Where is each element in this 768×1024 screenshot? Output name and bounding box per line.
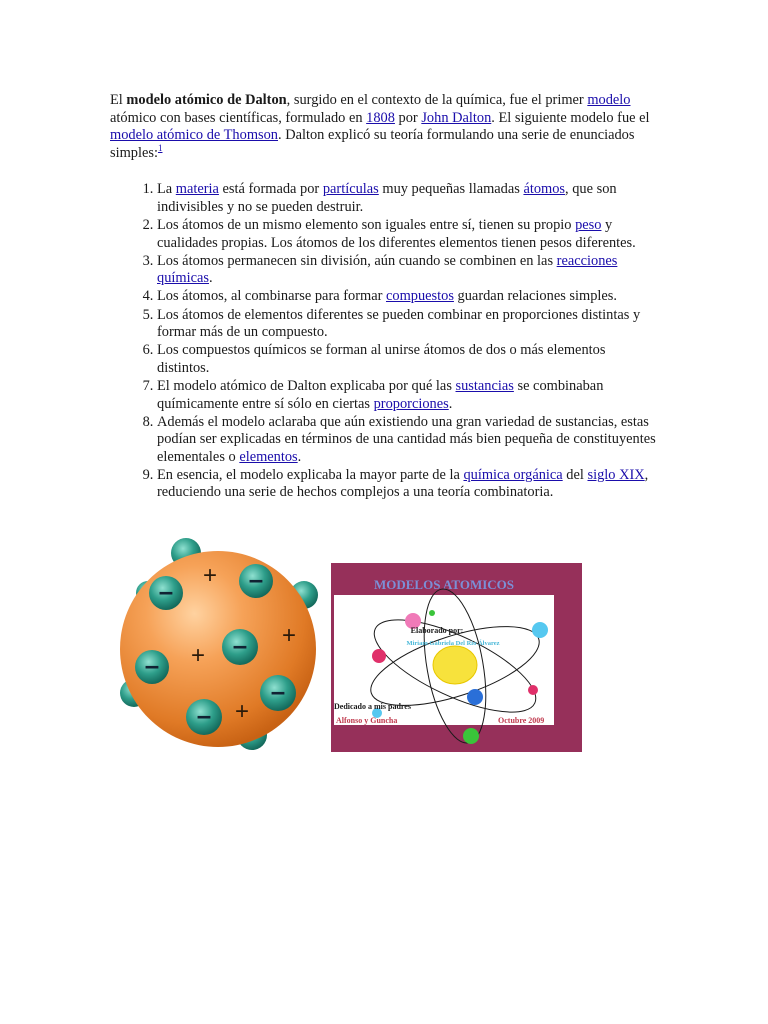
list-item: [157, 217, 660, 252]
list-text: guardan relaciones simples.: [453, 288, 617, 305]
list-item: [157, 378, 660, 413]
electron: [260, 675, 296, 711]
parents-names: Alfonso y Guncha: [336, 716, 398, 725]
list-text: , reduciendo una serie de hechos complejos a una teoría combinatoria.: [157, 466, 649, 501]
list-item: [157, 181, 660, 216]
link-1808[interactable]: 1808: [366, 109, 395, 126]
plus-sign: +: [281, 622, 297, 649]
nucleus: [433, 646, 477, 684]
link-atomos[interactable]: átomos: [523, 181, 566, 198]
list-item: [157, 288, 660, 306]
electron: [186, 699, 222, 735]
electron: [239, 564, 273, 598]
list-text: Además el modelo aclaraba que aún existiendo una gran variedad de sustancias, estas podían ser explicadas en términos de una cantidad más bien pequeña de constituyentes elementales o: [157, 413, 656, 465]
thomson-atom-image: [114, 535, 326, 753]
plus-sign: +: [190, 642, 206, 669]
electron: [135, 650, 169, 684]
link-reacciones-quimicas[interactable]: reacciones químicas: [157, 252, 618, 287]
link-peso[interactable]: peso: [575, 217, 602, 234]
intro-text: . El siguiente modelo fue el: [491, 109, 650, 126]
particle: [429, 610, 435, 616]
minus-sign: –: [196, 700, 212, 730]
panel-title: MODELOS ATOMICOS: [373, 577, 515, 592]
link-modelo[interactable]: modelo: [587, 92, 631, 108]
link-proporciones[interactable]: proporciones: [373, 395, 449, 412]
list-text: Los átomos permanecen sin división, aún cuando se combinen en las: [157, 252, 557, 269]
list-text: Los átomos de un mismo elemento son iguales entre sí, tienen su propio: [157, 217, 576, 234]
dalton-postulates-list: [110, 181, 660, 502]
link-particulas[interactable]: partículas: [322, 181, 379, 198]
minus-sign: –: [270, 676, 286, 706]
list-text: y cualidades propias. Los átomos de los diferentes elementos tienen pesos diferentes.: [157, 217, 636, 251]
list-text: .: [297, 448, 302, 465]
particle: [372, 649, 386, 663]
particle: [467, 689, 483, 705]
list-item: [157, 414, 660, 467]
intro-text: El: [110, 92, 127, 108]
modelos-atomicos-image: [331, 563, 582, 752]
made-by-label: Elaborado por:: [410, 626, 464, 635]
list-text: .: [208, 270, 213, 287]
minus-sign: –: [144, 650, 160, 680]
footnote-link[interactable]: 1: [157, 142, 163, 153]
link-john-dalton[interactable]: John Dalton: [421, 109, 492, 126]
list-text: , que son indivisibles y no se pueden destruir.: [157, 181, 617, 215]
list-item: [157, 342, 660, 377]
intro-paragraph: [110, 92, 660, 162]
electron: [222, 629, 258, 665]
author-name: Miriam Gabriela Del Rio Álvarez: [406, 640, 500, 647]
link-quimica-organica[interactable]: química orgánica: [463, 466, 563, 483]
dedication-label: Dedicado a mis padres: [334, 702, 411, 711]
intro-text: . Dalton explicó su teoría formulando una serie de enunciados simples:: [110, 127, 635, 161]
list-text: muy pequeñas llamadas: [378, 181, 524, 198]
particle: [463, 728, 479, 744]
link-elementos[interactable]: elementos: [239, 448, 298, 465]
list-text: se combinaban químicamente entre sí sólo en ciertas: [157, 377, 604, 412]
minus-sign: –: [158, 576, 174, 606]
link-sustancias[interactable]: sustancias: [455, 377, 514, 394]
list-text: En esencia, el modelo explicaba la mayor parte de la: [157, 466, 464, 483]
list-text: está formada por: [218, 181, 323, 198]
intro-text: , surgido en el contexto de la química, fue el primer: [286, 92, 588, 108]
particle: [528, 685, 538, 695]
list-text: Los átomos de elementos diferentes se pueden combinar en proporciones distintas y formar más de un compuesto.: [157, 306, 641, 341]
plus-sign: +: [234, 698, 250, 725]
minus-sign: –: [232, 630, 248, 660]
intro-text: atómico con bases científicas, formulado en: [110, 109, 367, 126]
intro-text: por: [394, 109, 422, 126]
list-text: Los compuestos químicos se forman al unirse átomos de dos o más elementos distintos.: [157, 342, 606, 376]
intro-bold-title: modelo atómico de Dalton: [126, 92, 287, 108]
list-text: del: [562, 466, 588, 483]
list-text: .: [448, 395, 453, 412]
list-text: Los átomos, al combinarse para formar: [157, 288, 386, 305]
list-item: [157, 253, 660, 288]
link-siglo-xix[interactable]: siglo XIX: [587, 466, 645, 483]
list-item: [157, 467, 660, 502]
list-item: [157, 307, 660, 342]
minus-sign: –: [248, 564, 264, 594]
link-compuestos[interactable]: compuestos: [385, 288, 454, 305]
article-body: [110, 92, 660, 503]
particle: [532, 622, 548, 638]
date-label: Octubre 2009: [498, 716, 545, 725]
electron: [149, 576, 183, 610]
list-text: El modelo atómico de Dalton explicaba por qué las: [157, 377, 456, 394]
link-modelo-thomson[interactable]: modelo atómico de Thomson: [110, 127, 279, 144]
plus-sign: +: [202, 562, 218, 589]
link-materia[interactable]: materia: [175, 181, 219, 198]
list-text: La: [157, 181, 176, 198]
